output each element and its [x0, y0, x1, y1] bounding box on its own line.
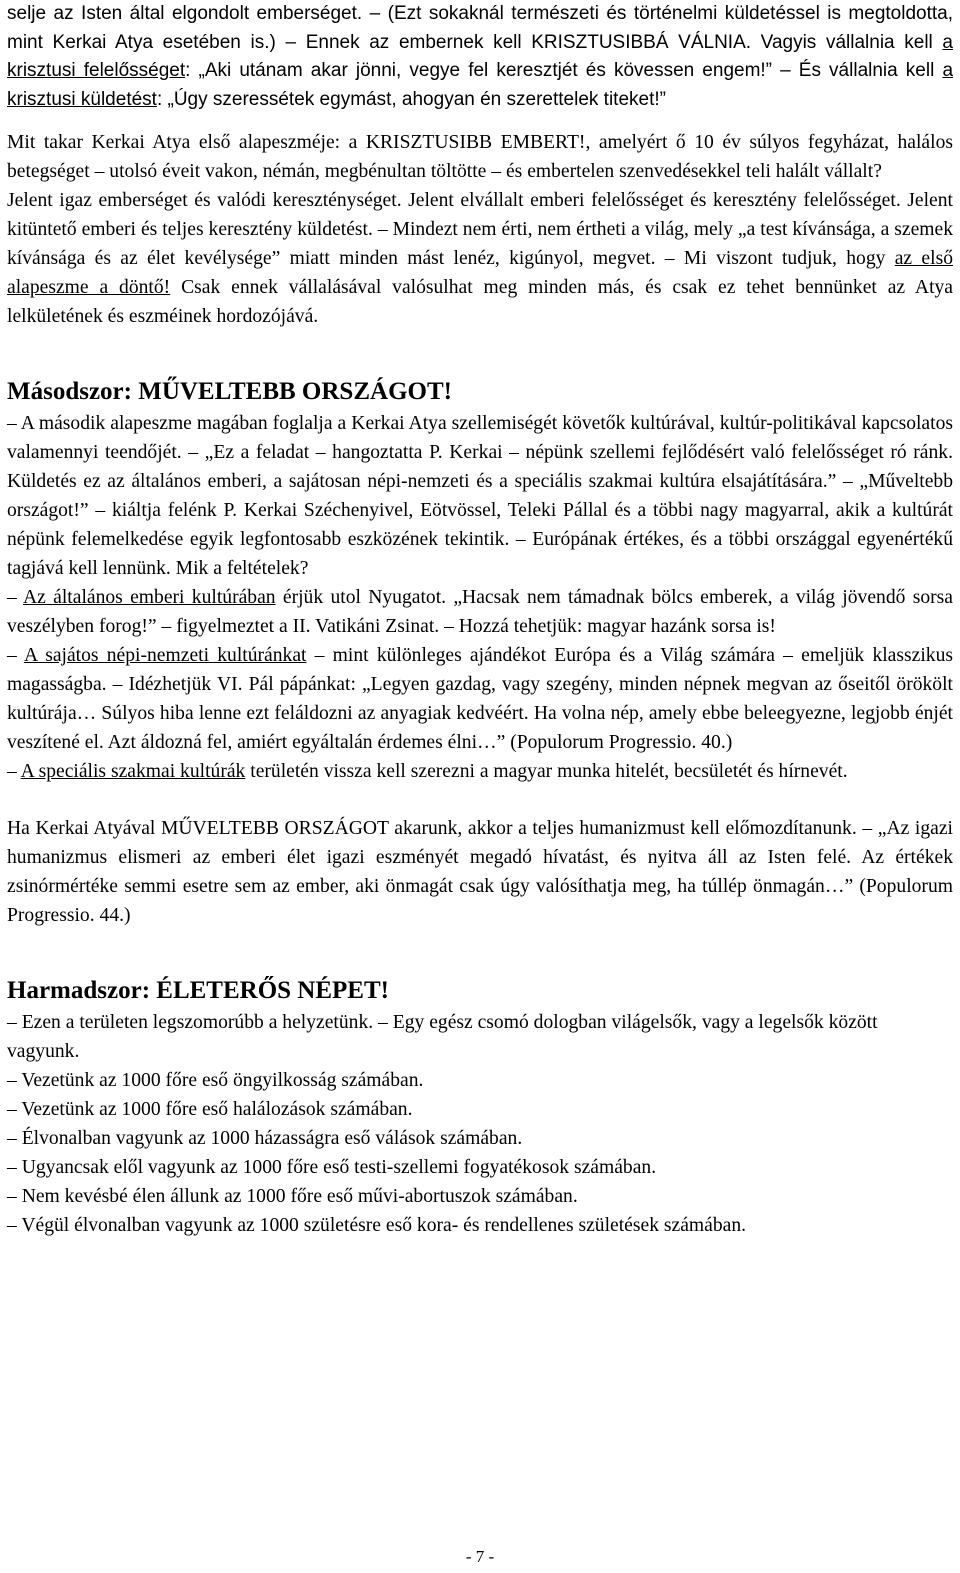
underlined-phrase: az első alapeszme a döntő!: [7, 248, 953, 298]
paragraph: – A speciális szakmai kultúrák területén vissza kell szerezni a magyar munka hitelét, becsületét és hírnevét.: [7, 761, 848, 782]
underlined-phrase: a krisztusi felelősséget: [7, 31, 953, 81]
underlined-phrase: Az általános emberi kultúrában: [23, 587, 276, 608]
section-heading: Másodszor: MŰVELTEBB ORSZÁGOT!: [7, 378, 452, 405]
section-third-principle: [7, 974, 953, 1240]
intro-block: [7, 0, 953, 114]
paragraph: – A sajátos népi-nemzeti kultúránkat – mint különleges ajándékot Európa és a Világ számára – emeljük klasszikus magasságba. – Idézhetjük VI. Pál pápánkat: „Legyen gazdag, vagy szegény, minden népnek megvan az őseitől örökölt kultúrája… Súlyos hiba lenne ezt feláldozni az anyagiak kedvéért. Ha volna nép, amely ebbe beleegyezne, legjobb énjét veszítené el. Azt áldozná fel, amiért egyáltalán érdemes élni…” (Populorum Progressio. 40.): [7, 645, 953, 753]
paragraph: [7, 186, 953, 331]
paragraph-text: érjük utol Nyugatot. „Hacsak nem támadnak bölcs emberek, a világ jövendő sorsa veszélyben forog!” – figyelmeztet a II. Vatikáni Zsinat. – Hozzá tehetjük: magyar hazánk sorsa is!: [7, 587, 953, 637]
list-item: – Vezetünk az 1000 főre eső öngyilkosság számában.: [7, 1070, 424, 1091]
underlined-phrase: a krisztusi küldetést: [7, 60, 954, 110]
list-item: – Ugyancsak elől vagyunk az 1000 főre eső testi-szellemi fogyatékosok számában.: [7, 1157, 657, 1178]
paragraph: Ha Kerkai Atyával MŰVELTEBB ORSZÁGOT akarunk, akkor a teljes humanizmust kell előmozdítanunk. – „Az igazi humanizmus elismeri az emberi élet igazi eszményét megadó hívatást, és nyitva áll az Isten felé. Az értékek zsinórmértéke semmi esetre sem az ember, aki önmagát csak úgy valósíthatja meg, ha túllép önmagán…” (Populorum Progressio. 44.): [7, 818, 953, 926]
underlined-phrase: A sajátos népi-nemzeti kultúránkat: [23, 645, 307, 666]
list-item: – Élvonalban vagyunk az 1000 házasságra eső válások számában.: [7, 1128, 523, 1149]
paragraph-text: területén vissza kell szerezni a magyar munka hitelét, becsületét és hírnevét.: [245, 761, 848, 782]
page-number: - 7 -: [465, 1547, 495, 1566]
paragraph: – A második alapeszme magában foglalja a Kerkai Atya szellemiségét követők kultúrával, kultúr-politikával kapcsolatos valamennyi teendőjét. – „Ez a feladat – hangoztatta P. Kerkai – népünk szellemi fejlődésért való felelősséget ró ránk. Küldetés ez az általános emberi, a sajátosan népi-nemzeti és a speciális szakmai kultúra elsajátítására.” – „Műveltebb országot!” – kiáltja felénk P. Kerkai Széchenyivel, Eötvössel, Teleki Pállal és a többi nagy magyarral, akik a kultúrát népünk felemelkedése egyik legfontosabb eszközének tekintik. – Európának értékes, és a többi országgal egyenértékű tagjává kell lennünk. Mik a feltételek?: [7, 413, 953, 579]
paragraph: Mit takar Kerkai Atya első alapeszméje: a KRISZTUSIBB EMBERT!, amelyért ő 10 év súlyos fegyházat, halálos betegséget – utolsó éveit vakon, némán, megbénultan töltötte – és embertelen szenvedésekkel teli halált vállalt?: [7, 132, 953, 182]
list-item: – Ezen a területen legszomorúbb a helyzetünk. – Egy egész csomó dologban világelsők, vagy a legelsők között vagyunk.: [7, 1012, 878, 1062]
section-second-principle: [7, 375, 953, 930]
list-item: – Végül élvonalban vagyunk az 1000 születésre eső kora- és rendellenes születések számában.: [7, 1215, 747, 1236]
paragraph-text: Csak ennek vállalásával valósulhat meg minden más, és csak ez tehet bennünket az Atya lelkületének és eszméinek hordozójává.: [7, 277, 954, 327]
underlined-phrase: A speciális szakmai kultúrák: [20, 761, 246, 782]
document-page: [7, 0, 953, 1240]
paragraph: – Az általános emberi kultúrában érjük utol Nyugatot. „Hacsak nem támadnak bölcs emberek, a világ jövendő sorsa veszélyben forog!” – figyelmeztet a II. Vatikáni Zsinat. – Hozzá tehetjük: magyar hazánk sorsa is!: [7, 587, 953, 637]
list-item: – Nem kevésbé élen állunk az 1000 főre eső művi-abortuszok számában.: [7, 1186, 578, 1207]
section-first-principle: [7, 128, 953, 331]
intro-text: selje az Isten által elgondolt emberséget. – (Ezt sokaknál természeti és történelmi küldetéssel is megtoldotta, mint Kerkai Atya esetében is.) – Ennek az embernek kell KRISZTUSIBBÁ VÁLNIA. Vagyis vállalnia kell: [7, 3, 953, 53]
section-heading: Harmadszor: ÉLETERŐS NÉPET!: [7, 977, 389, 1004]
paragraph-text: Jelent igaz emberséget és valódi kereszténységet. Jelent elvállalt emberi felelősséget és keresztény felelősséget. Jelent kitüntető emberi és teljes keresztény küldetést. – Mindezt nem érti, nem értheti a világ, mely „a test kívánsága, a szemek kívánsága és az élet kevélysége” miatt minden mást lenéz, kigúnyol, megvet. – Mi viszont tudjuk, hogy: [7, 190, 953, 269]
intro-text: : „Aki utánam akar jönni, vegye fel keresztjét és kövessen engem!” – És vállalnia kell: [185, 60, 943, 81]
list-item: – Vezetünk az 1000 főre eső halálozások számában.: [7, 1099, 413, 1120]
intro-text: : „Úgy szeressétek egymást, ahogyan én szerettelek titeket!”: [156, 88, 666, 110]
intro-paragraph: [7, 0, 953, 114]
paragraph-text: – mint különleges ajándékot Európa és a Világ számára – emeljük klasszikus magasságba. – Idézhetjük VI. Pál pápánkat: „Legyen gazdag, vagy szegény, minden népnek megvan az őseitől örökölt kultúrája… Súlyos hiba lenne ezt feláldozni az anyagiak kedvéért. Ha volna nép, amely ebbe beleegyezne, legjobb énjét veszítené el. Azt áldozná fel, amiért egyáltalán érdemes élni…” (Populorum Progressio. 40.): [7, 645, 953, 753]
